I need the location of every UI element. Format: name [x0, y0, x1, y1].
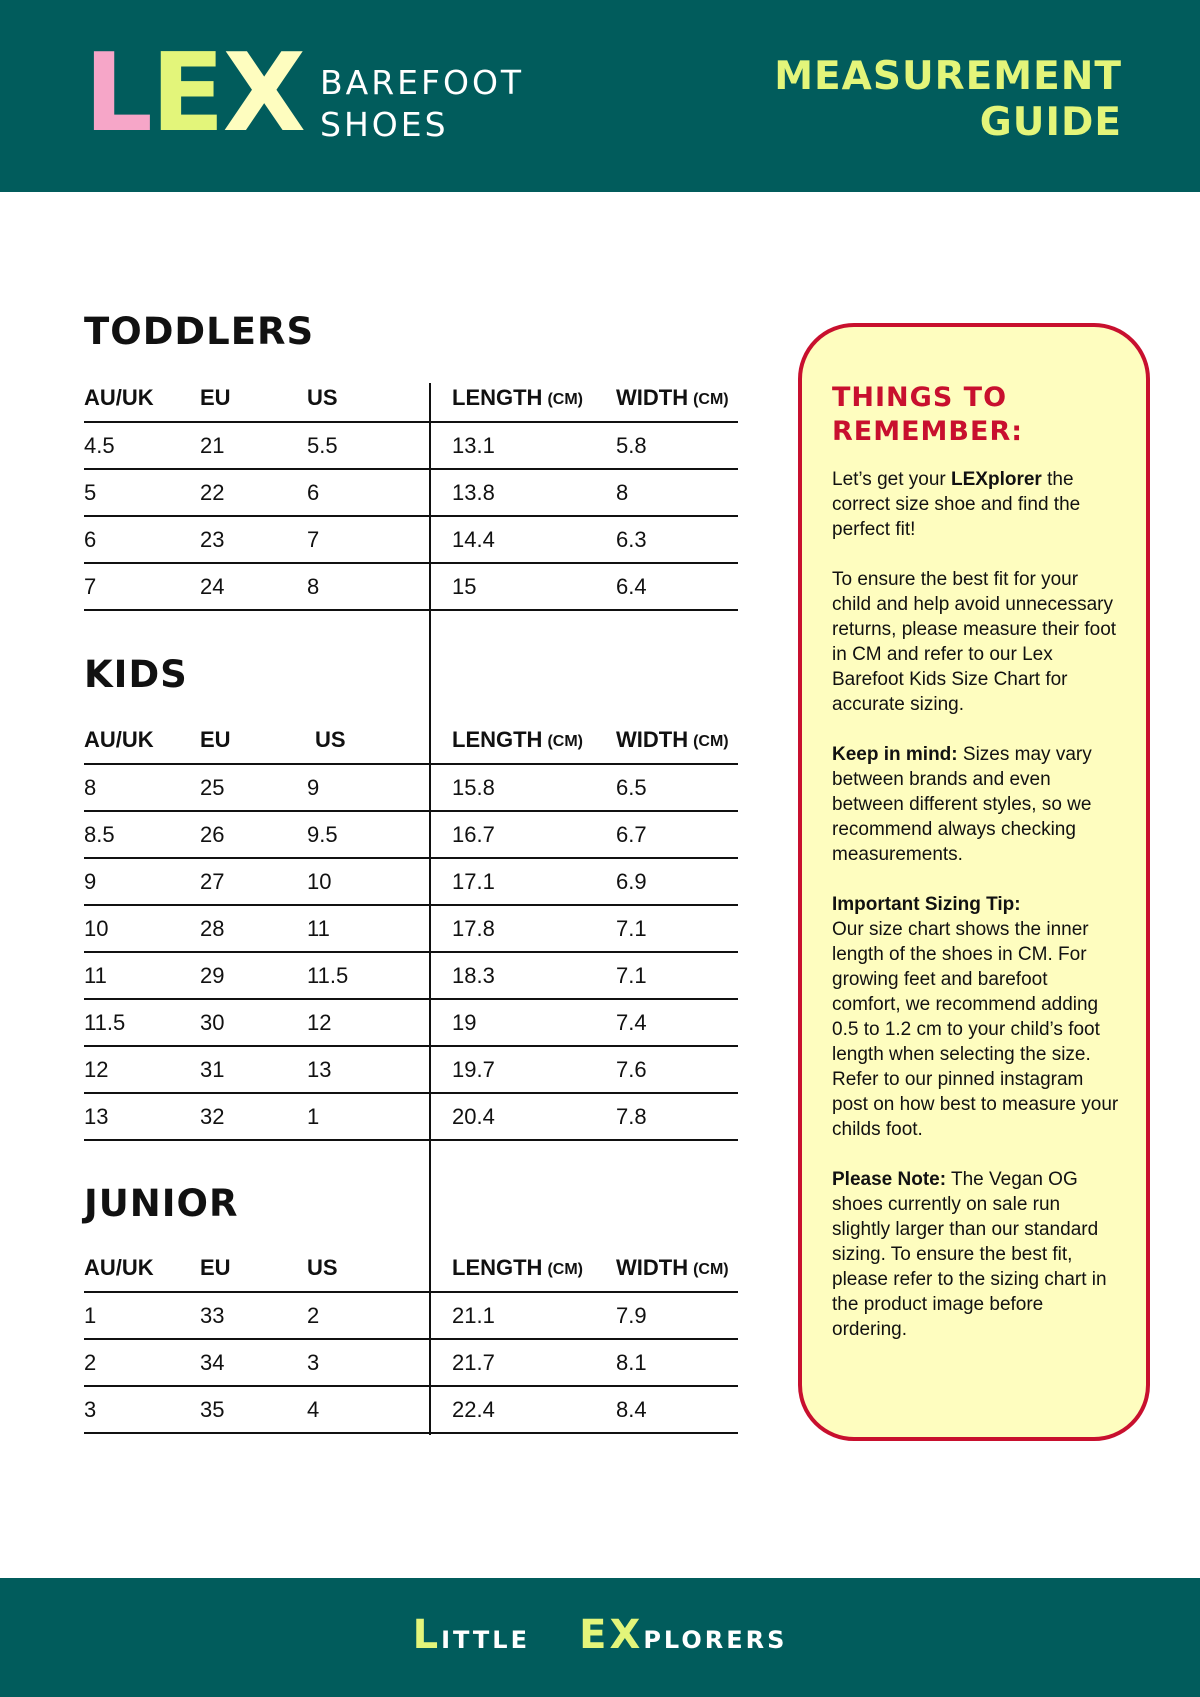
col-header-eu: EU: [200, 727, 231, 752]
page-title-line2: GUIDE: [979, 100, 1122, 145]
table-row: [84, 906, 738, 953]
cell-length: 21.7: [452, 1349, 495, 1375]
cell-length: 22.4: [452, 1396, 495, 1422]
cell-length: 16.7: [452, 821, 495, 847]
logo-subtitle: [320, 62, 580, 146]
sizing-tip-text: Our size chart shows the inner length of the shoes in CM. For growing feet and barefoot comfort, we recommend adding 0.5 to 1.2 cm to your child’s foot length when selecting the size. Refer to our pinned instagram post on how best to measure your childs foot.: [832, 919, 1119, 1140]
cell-eu: 33: [200, 1302, 225, 1328]
cell-length: 14.4: [452, 526, 495, 552]
cell-us: 13: [307, 1056, 332, 1082]
table-row: [84, 1047, 738, 1094]
reminder-title-line2: REMEMBER:: [832, 416, 1024, 447]
cell-us: 3: [307, 1349, 320, 1375]
table-row: [84, 1340, 738, 1387]
footer-word2-rest: PLORERS: [643, 1626, 788, 1654]
reminder-please-note: [832, 1167, 1120, 1342]
size-table-junior: [84, 1253, 738, 1434]
col-header-eu: EU: [200, 385, 231, 410]
cell-us: 11.5: [307, 962, 349, 988]
col-header-width-unit: (CM): [693, 391, 729, 408]
reminder-title-line1: THINGS TO: [832, 382, 1008, 413]
table-row: [84, 812, 738, 859]
table-row: [84, 1094, 738, 1141]
cell-eu: 23: [200, 526, 225, 552]
reminder-intro-c: the correct size shoe and find the perfect fit!: [832, 469, 1081, 540]
footer-word2-initial: EX: [579, 1612, 644, 1658]
cell-auuk: 5: [84, 479, 97, 505]
footer-wordmark: [0, 1612, 1200, 1658]
cell-auuk: 11.5: [84, 1009, 126, 1035]
cell-eu: 24: [200, 573, 225, 599]
cell-auuk: 10: [84, 915, 109, 941]
table-header-row: [84, 1253, 738, 1293]
table-row: [84, 1293, 738, 1340]
col-header-length-label: LENGTH: [452, 1255, 543, 1280]
cell-width: 6.4: [616, 573, 647, 599]
col-header-length: [452, 383, 583, 421]
cell-auuk: 6: [84, 526, 97, 552]
cell-auuk: 12: [84, 1056, 109, 1082]
cell-width: 8: [616, 479, 629, 505]
col-header-width-unit: (CM): [693, 1261, 729, 1278]
cell-us: 12: [307, 1009, 332, 1035]
table-row: [84, 765, 738, 812]
cell-us: 2: [307, 1302, 320, 1328]
cell-us: 10: [307, 868, 332, 894]
section-title-kids: KIDS: [84, 653, 188, 696]
footer-word1-rest: ITTLE: [441, 1626, 530, 1654]
cell-length: 19.7: [452, 1056, 495, 1082]
cell-auuk: 7: [84, 573, 97, 599]
size-table-kids: [84, 725, 738, 1141]
cell-eu: 21: [200, 432, 225, 458]
cell-length: 17.8: [452, 915, 495, 941]
table-header-row: [84, 725, 738, 765]
reminder-sizing-tip: [832, 892, 1120, 1142]
col-header-auuk: AU/UK: [84, 727, 154, 752]
cell-length: 19: [452, 1009, 477, 1035]
cell-eu: 31: [200, 1056, 225, 1082]
cell-eu: 22: [200, 479, 225, 505]
keep-in-mind-text: Sizes may vary between brands and even between different styles, so we recommend always checking measurements.: [832, 744, 1092, 865]
cell-auuk: 3: [84, 1396, 97, 1422]
cell-width: 6.5: [616, 774, 647, 800]
reminder-intro-brand: LEXplorer: [951, 469, 1042, 490]
col-header-width-label: WIDTH: [616, 727, 689, 752]
footer-word1-initial: L: [412, 1612, 442, 1658]
cell-length: 18.3: [452, 962, 495, 988]
col-header-width-label: WIDTH: [616, 385, 689, 410]
brand-logo: [84, 31, 525, 156]
cell-auuk: 8.5: [84, 821, 115, 847]
col-header-eu: EU: [200, 1255, 231, 1280]
cell-us: 1: [307, 1103, 320, 1129]
col-header-width: [616, 383, 729, 421]
logo-letter-x: X: [222, 31, 304, 156]
cell-us: 8: [307, 573, 320, 599]
cell-width: 7.6: [616, 1056, 647, 1082]
cell-auuk: 2: [84, 1349, 97, 1375]
col-header-length: [452, 1253, 583, 1291]
table-row: [84, 423, 738, 470]
cell-eu: 27: [200, 868, 225, 894]
cell-us: 11: [307, 915, 330, 941]
column-divider: [429, 383, 431, 1435]
cell-eu: 29: [200, 962, 225, 988]
cell-eu: 30: [200, 1009, 225, 1035]
cell-width: 7.9: [616, 1302, 647, 1328]
table-row: [84, 1000, 738, 1047]
table-row: [84, 859, 738, 906]
cell-width: 7.1: [616, 915, 647, 941]
col-header-length-label: LENGTH: [452, 727, 543, 752]
table-row: [84, 1387, 738, 1434]
cell-auuk: 13: [84, 1103, 109, 1129]
header-banner: [0, 0, 1200, 192]
footer-banner: [0, 1578, 1200, 1697]
reminder-intro: [832, 467, 1120, 542]
col-header-auuk: AU/UK: [84, 385, 154, 410]
cell-length: 21.1: [452, 1302, 495, 1328]
cell-auuk: 11: [84, 962, 107, 988]
col-header-length-unit: (CM): [547, 391, 583, 408]
cell-auuk: 4.5: [84, 432, 115, 458]
table-header-row: [84, 383, 738, 423]
reminder-keep-in-mind: [832, 742, 1120, 867]
please-note-label: Please Note:: [832, 1169, 947, 1190]
size-table-toddlers: [84, 383, 738, 611]
cell-width: 5.8: [616, 432, 647, 458]
col-header-length-label: LENGTH: [452, 385, 543, 410]
cell-length: 13.1: [452, 432, 495, 458]
cell-eu: 26: [200, 821, 225, 847]
cell-us: 5.5: [307, 432, 338, 458]
cell-us: 4: [307, 1396, 320, 1422]
cell-us: 7: [307, 526, 320, 552]
page-title-line1: MEASUREMENT: [774, 54, 1122, 99]
reminder-measure: To ensure the best fit for your child and help avoid unnecessary returns, please measure their foot in CM and refer to our Lex Barefoot Kids Size Chart for accurate sizing.: [832, 569, 1117, 715]
col-header-width-unit: (CM): [693, 733, 729, 750]
cell-length: 17.1: [452, 868, 495, 894]
cell-length: 15: [452, 573, 477, 599]
cell-auuk: 8: [84, 774, 97, 800]
cell-us: 6: [307, 479, 320, 505]
col-header-length-unit: (CM): [547, 733, 583, 750]
cell-width: 6.7: [616, 821, 647, 847]
col-header-width-label: WIDTH: [616, 1255, 689, 1280]
reminder-title: [832, 381, 1120, 449]
logo-letter-e: E: [150, 31, 223, 156]
logo-subtitle-line1: BAREFOOT: [320, 63, 525, 102]
table-row: [84, 564, 738, 611]
cell-length: 20.4: [452, 1103, 495, 1129]
cell-eu: 32: [200, 1103, 225, 1129]
sizing-tip-label: Important Sizing Tip:: [832, 894, 1021, 915]
keep-in-mind-label: Keep in mind:: [832, 744, 958, 765]
cell-auuk: 9: [84, 868, 97, 894]
cell-us: 9.5: [307, 821, 338, 847]
cell-width: 7.4: [616, 1009, 647, 1035]
please-note-text: The Vegan OG shoes currently on sale run slightly larger than our standard sizing. To ensure the best fit, please refer to the sizing chart in the product image before ordering.: [832, 1169, 1107, 1340]
section-title-toddlers: TODDLERS: [84, 310, 315, 353]
cell-width: 7.8: [616, 1103, 647, 1129]
col-header-auuk: AU/UK: [84, 1255, 154, 1280]
cell-width: 6.3: [616, 526, 647, 552]
col-header-length: [452, 725, 583, 763]
table-row: [84, 517, 738, 564]
logo-letter-l: L: [84, 31, 151, 156]
cell-eu: 28: [200, 915, 225, 941]
col-header-length-unit: (CM): [547, 1261, 583, 1278]
page-title: [702, 54, 1122, 146]
col-header-us: US: [315, 727, 346, 752]
col-header-width: [616, 725, 729, 763]
cell-eu: 35: [200, 1396, 225, 1422]
cell-width: 7.1: [616, 962, 647, 988]
table-row: [84, 470, 738, 517]
cell-length: 15.8: [452, 774, 495, 800]
cell-width: 6.9: [616, 868, 647, 894]
cell-auuk: 1: [84, 1302, 97, 1328]
col-header-us: US: [307, 385, 338, 410]
cell-eu: 25: [200, 774, 225, 800]
col-header-us: US: [307, 1255, 338, 1280]
cell-width: 8.4: [616, 1396, 647, 1422]
cell-width: 8.1: [616, 1349, 647, 1375]
cell-us: 9: [307, 774, 320, 800]
reminder-intro-a: Let’s get your: [832, 469, 952, 490]
col-header-width: [616, 1253, 729, 1291]
cell-eu: 34: [200, 1349, 225, 1375]
section-title-junior: JUNIOR: [84, 1182, 239, 1225]
cell-length: 13.8: [452, 479, 495, 505]
reminder-panel: [798, 323, 1150, 1441]
table-row: [84, 953, 738, 1000]
logo-subtitle-line2: SHOES: [320, 105, 449, 144]
